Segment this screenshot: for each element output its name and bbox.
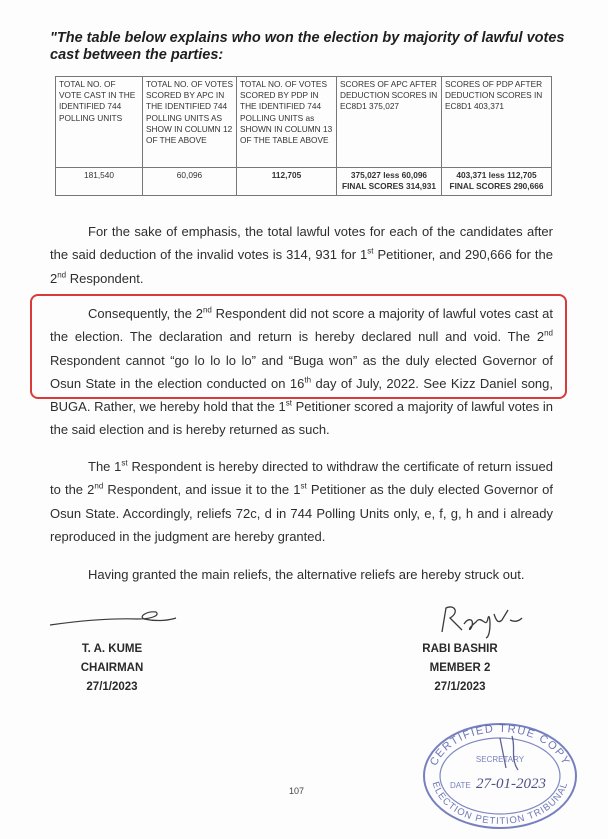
table-row xyxy=(56,168,552,196)
certified-true-copy-stamp xyxy=(420,718,580,830)
paragraph-consequently: Consequently, the 2nd Respondent did not score a majority of lawful votes cast at the election. The declaration and return is hereby declared null and void. The 2nd Respondent cannot “go lo lo lo lo” and “Buga won” as the duly elected Governor of Osun State in the election conducted on 16th day of July, 2022. See Kizz Daniel song, BUGA. Rather, we hereby hold that the 1st Petitioner scored a majority of lawful votes in the said election and is hereby returned as such. xyxy=(50,305,553,438)
table-cell: 60,096 xyxy=(143,168,237,196)
votes-table xyxy=(55,76,552,196)
table-cell-pdp-final xyxy=(442,168,552,196)
table-header-cell: SCORES OF PDP AFTER DEDUCTION SCORES IN EC8D1 403,371 xyxy=(442,77,552,168)
table-header-cell: TOTAL NO. OF VOTE CAST IN THE IDENTIFIED 744 POLLING UNITS xyxy=(56,77,143,168)
paragraph-alternative-reliefs: Having granted the main reliefs, the alternative reliefs are hereby struck out. xyxy=(88,567,525,582)
signatory-name: T. A. KUME xyxy=(81,643,143,655)
signatory-date: 27/1/2023 xyxy=(434,681,486,693)
page-number: 107 xyxy=(289,786,305,796)
table-header-cell: SCORES OF APC AFTER DEDUCTION SCORES IN EC8D1 375,027 xyxy=(337,77,442,168)
table-cell: 112,705 xyxy=(237,168,337,196)
stamp-bottom-text: ELECTION PETITION TRIBUNAL xyxy=(429,780,571,828)
table-header-cell: TOTAL NO. OF VOTES SCORED BY PDP IN THE IDENTIFIED 744 POLLING UNITS as SHOWN IN COLUMN 13 OF THE TABLE ABOVE xyxy=(237,77,337,168)
signatory-role: MEMBER 2 xyxy=(429,662,491,674)
paragraph-emphasis: For the sake of emphasis, the total lawful votes for each of the candidates after the said deduction of the invalid votes is 314, 931 for 1st Petitioner, and 290,666 for the 2nd Respondent. xyxy=(50,224,553,286)
signatory-role: CHAIRMAN xyxy=(80,662,144,674)
paragraph-directive: The 1st Respondent is hereby directed to withdraw the certificate of return issued to the 2nd Respondent, and issue it to the 1st Petitioner as the duly elected Governor of Osun State. Accordingly, reliefs 72c, d in 744 Polling Units only, e, f, g, h and i already reproduced in the judgment are hereby granted. xyxy=(50,458,554,544)
pdp-final-score: FINAL SCORES 290,666 xyxy=(449,181,544,192)
stamp-date-label: DATE xyxy=(450,781,471,790)
pdp-deduction: 403,371 less 112,705 xyxy=(456,170,537,180)
member-signature xyxy=(436,600,526,640)
table-cell: 181,540 xyxy=(56,168,143,196)
apc-deduction: 375,027 less 60,096 xyxy=(350,170,428,180)
stamp-top-text: CERTIFIED TRUE COPY xyxy=(427,722,573,768)
chairman-signature xyxy=(48,604,178,630)
table-header-row xyxy=(56,77,552,168)
table-cell-apc-final xyxy=(337,168,442,196)
signatory-date: 27/1/2023 xyxy=(86,681,138,693)
signatory-name: RABI BASHIR xyxy=(422,643,498,655)
apc-final-score: FINAL SCORES 314,931 xyxy=(342,181,436,192)
signatory-chairman xyxy=(62,640,162,697)
table-intro-heading: "The table below explains who won the election by majority of lawful votes cast between the parties: xyxy=(50,30,565,63)
table-header-cell: TOTAL NO. OF VOTES SCORED BY APC IN THE IDENTIFIED 744 POLLING UNITS AS SHOW IN COLUMN 12 OF THE ABOVE xyxy=(143,77,237,168)
stamp-inner-text: SECRETARY xyxy=(475,755,525,764)
stamp-date-value: 27-01-2023 xyxy=(476,776,546,792)
signatory-member xyxy=(405,640,515,697)
